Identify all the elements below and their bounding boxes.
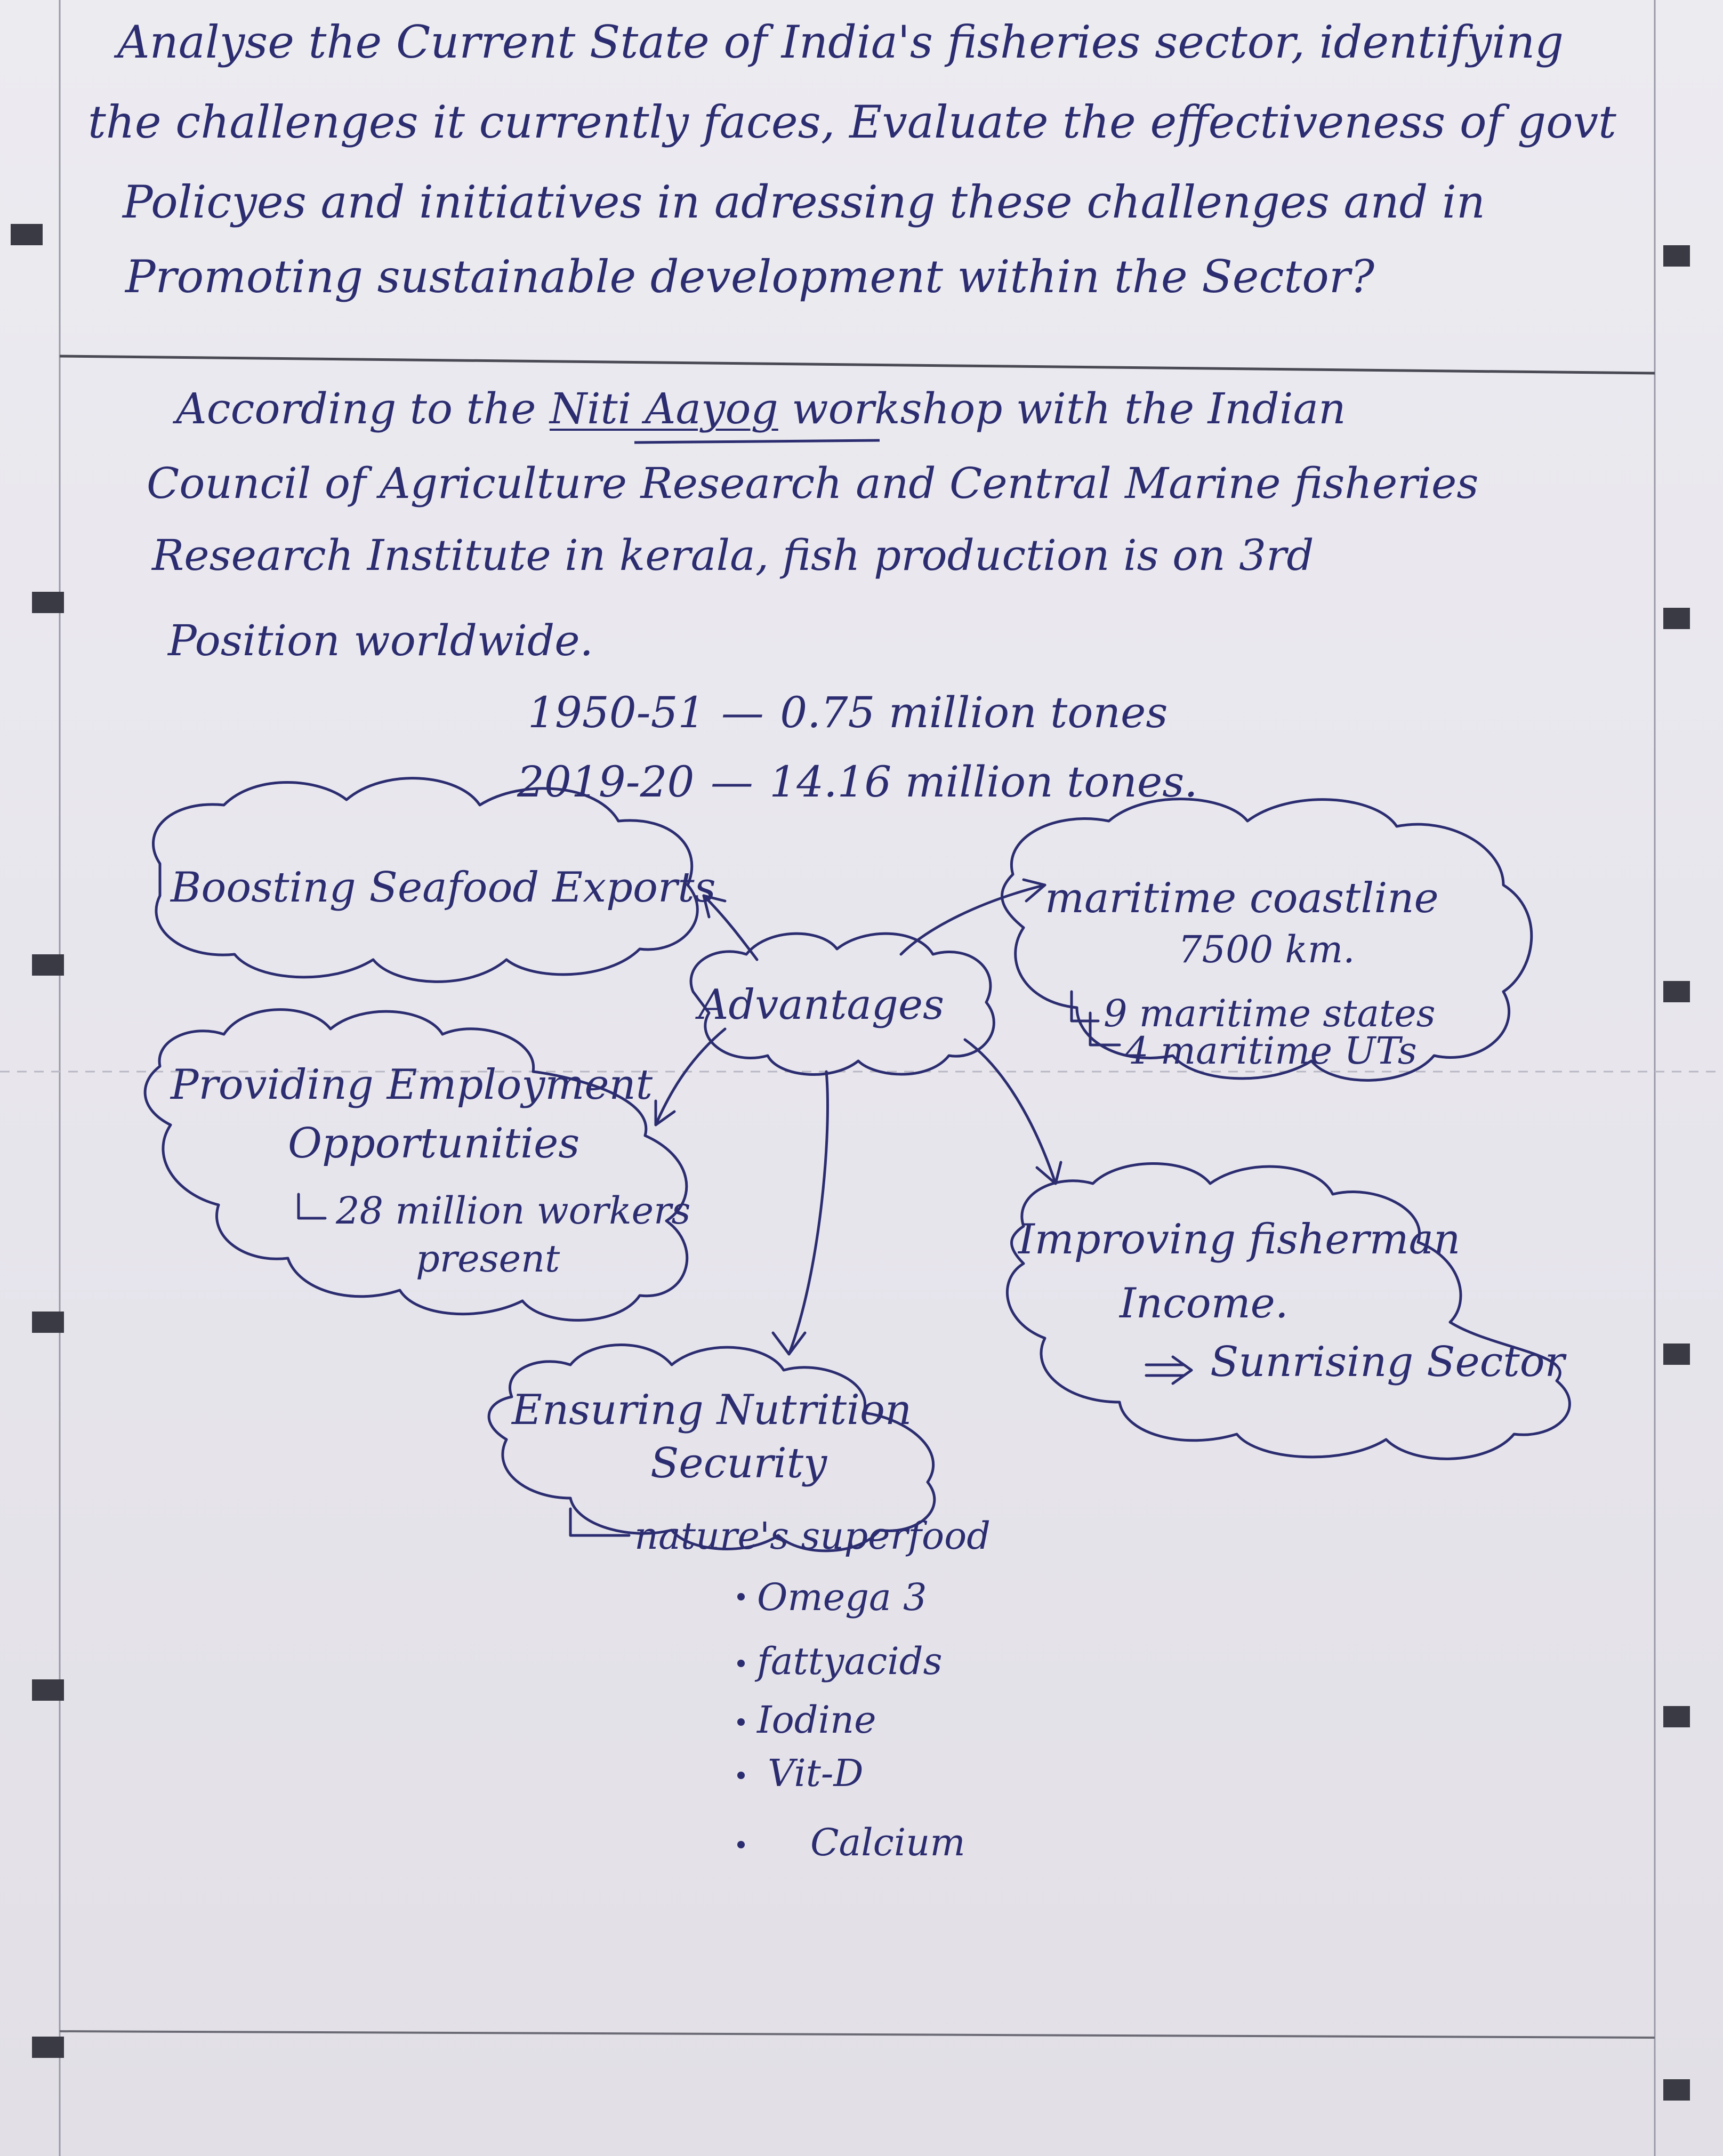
superfood-label: nature's superfood <box>634 1514 991 1558</box>
intro-line-1-pre: According to the <box>176 384 536 433</box>
arrow-to-nutrition <box>789 1072 827 1354</box>
stat-row-1: 1950-51 — 0.75 million tones <box>528 688 1168 737</box>
arrow-to-employment <box>656 1029 725 1125</box>
intro-line-1-post: workshop with the Indian <box>792 384 1346 433</box>
income-sunrising: Sunrising Sector <box>1210 1338 1565 1386</box>
stat-value: 0.75 million tones <box>780 688 1168 737</box>
nutrition-line-1: Ensuring Nutrition <box>512 1386 912 1434</box>
hook-workers <box>299 1194 325 1218</box>
header-separator-line <box>60 356 1655 373</box>
employment-line-2: Opportunities <box>288 1120 580 1168</box>
niti-aayog-label: Niti Aayog <box>549 384 778 433</box>
maritime-coastline-label: maritime coastline <box>1045 874 1439 922</box>
boosting-exports-label: Boosting Seafood Exports <box>171 864 716 912</box>
stat-value: 14.16 million tones. <box>769 757 1198 807</box>
bottom-rule-line <box>60 2031 1655 2038</box>
intro-line-1 <box>176 384 1346 433</box>
question-line-1: Analyse the Current State of India's fisheries sector, identifying <box>117 16 1564 68</box>
coastline-length: 7500 km. <box>1178 928 1355 971</box>
nutrient-item: Vit-D <box>768 1751 864 1795</box>
employment-workers: 28 million workers <box>336 1189 691 1233</box>
income-line-2: Income. <box>1120 1280 1289 1328</box>
stat-year: 1950-51 <box>528 688 705 737</box>
nutrient-item: Calcium <box>810 1821 965 1864</box>
income-line-1: Improving fisherman <box>1018 1216 1461 1264</box>
intro-line-4: Position worldwide. <box>168 616 593 665</box>
arrow-to-income <box>965 1040 1056 1184</box>
employment-present: present <box>416 1237 560 1281</box>
nutrient-item: Omega 3 <box>757 1575 927 1619</box>
intro-line-3: Research Institute in kerala, fish production is on 3rd <box>152 530 1314 580</box>
nutrient-item: Iodine <box>757 1698 876 1742</box>
stat-row-2: 2019-20 — 14.16 million tones. <box>517 757 1198 807</box>
question-line-2: the challenges it currently faces, Evaluate the effectiveness of govt <box>88 96 1616 148</box>
employment-line-1: Providing Employment <box>171 1061 653 1109</box>
question-line-4: Promoting sustainable development within the Sector? <box>125 251 1375 303</box>
nutrient-item: fattyacids <box>757 1639 943 1683</box>
stat-year: 2019-20 <box>517 757 695 807</box>
maritime-uts: 4 maritime UTs <box>1125 1029 1417 1073</box>
nutrition-line-2: Security <box>650 1439 827 1487</box>
advantages-center-label: Advantages <box>698 981 945 1029</box>
intro-line-2: Council of Agriculture Research and Central Marine fisheries <box>147 458 1479 508</box>
maritime-states: 9 maritime states <box>1104 992 1436 1035</box>
question-line-3: Policyes and initiatives in adressing these challenges and in <box>123 176 1486 228</box>
